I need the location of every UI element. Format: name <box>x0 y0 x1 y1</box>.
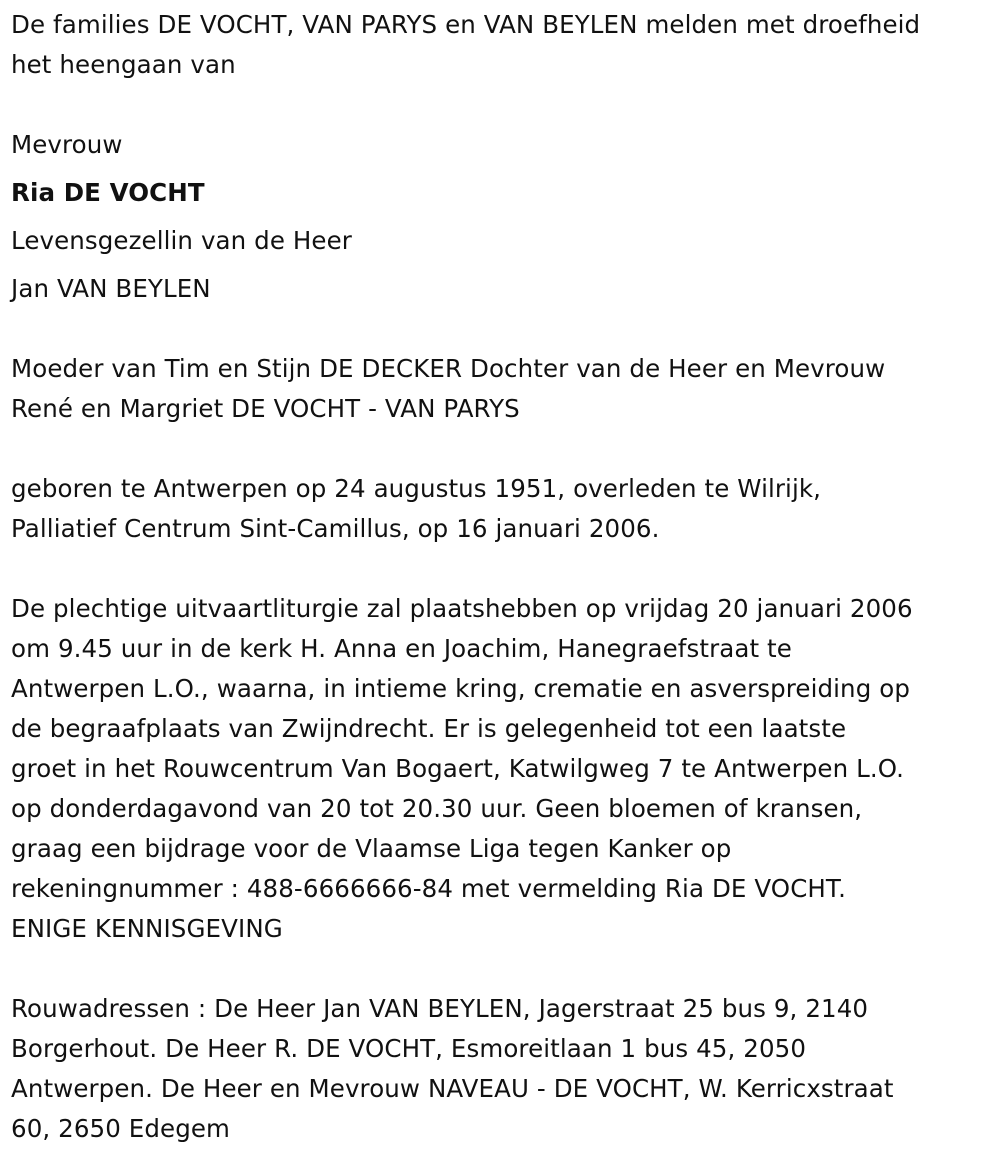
family-line: René en Margriet DE VOCHT - VAN PARYS <box>11 394 520 423</box>
service-line: de begraafplaats van Zwijndrecht. Er is gelegenheid tot een laatste <box>11 714 847 743</box>
address-line: Borgerhout. De Heer R. DE VOCHT, Esmoreitlaan 1 bus 45, 2050 <box>11 1034 807 1063</box>
address-line: Antwerpen. De Heer en Mevrouw NAVEAU - DE VOCHT, W. Kerricxstraat <box>11 1074 894 1103</box>
intro-line: De families DE VOCHT, VAN PARYS en VAN BEYLEN melden met droefheid <box>11 10 921 39</box>
birth-death-paragraph <box>11 469 821 549</box>
service-line: De plechtige uitvaartliturgie zal plaatshebben op vrijdag 20 januari 2006 <box>11 594 913 623</box>
family-paragraph <box>11 349 885 429</box>
intro-line: het heengaan van <box>11 50 236 79</box>
address-line: Rouwadressen : De Heer Jan VAN BEYLEN, Jagerstraat 25 bus 9, 2140 <box>11 994 869 1023</box>
service-line: ENIGE KENNISGEVING <box>11 914 283 943</box>
intro-paragraph <box>11 5 920 85</box>
salutation: Mevrouw <box>11 130 123 159</box>
service-line: om 9.45 uur in de kerk H. Anna en Joachim, Hanegraefstraat te <box>11 634 792 663</box>
address-line: 60, 2650 Edegem <box>11 1114 230 1143</box>
partner-line: Levensgezellin van de Heer <box>11 226 352 255</box>
mourning-addresses-paragraph <box>11 989 894 1149</box>
birth-death-line: Palliatief Centrum Sint-Camillus, op 16 januari 2006. <box>11 514 660 543</box>
deceased-name: Ria DE VOCHT <box>11 178 205 207</box>
service-line: Antwerpen L.O., waarna, in intieme kring, crematie en asverspreiding op <box>11 674 910 703</box>
service-line: op donderdagavond van 20 tot 20.30 uur. Geen bloemen of kransen, <box>11 794 863 823</box>
funeral-service-paragraph <box>11 589 913 949</box>
family-line: Moeder van Tim en Stijn DE DECKER Dochter van de Heer en Mevrouw <box>11 354 886 383</box>
birth-death-line: geboren te Antwerpen op 24 augustus 1951, overleden te Wilrijk, <box>11 474 822 503</box>
service-line: groet in het Rouwcentrum Van Bogaert, Katwilgweg 7 te Antwerpen L.O. <box>11 754 905 783</box>
service-line: graag een bijdrage voor de Vlaamse Liga tegen Kanker op <box>11 834 732 863</box>
service-line: rekeningnummer : 488-6666666-84 met vermelding Ria DE VOCHT. <box>11 874 846 903</box>
partner-name: Jan VAN BEYLEN <box>11 274 211 303</box>
